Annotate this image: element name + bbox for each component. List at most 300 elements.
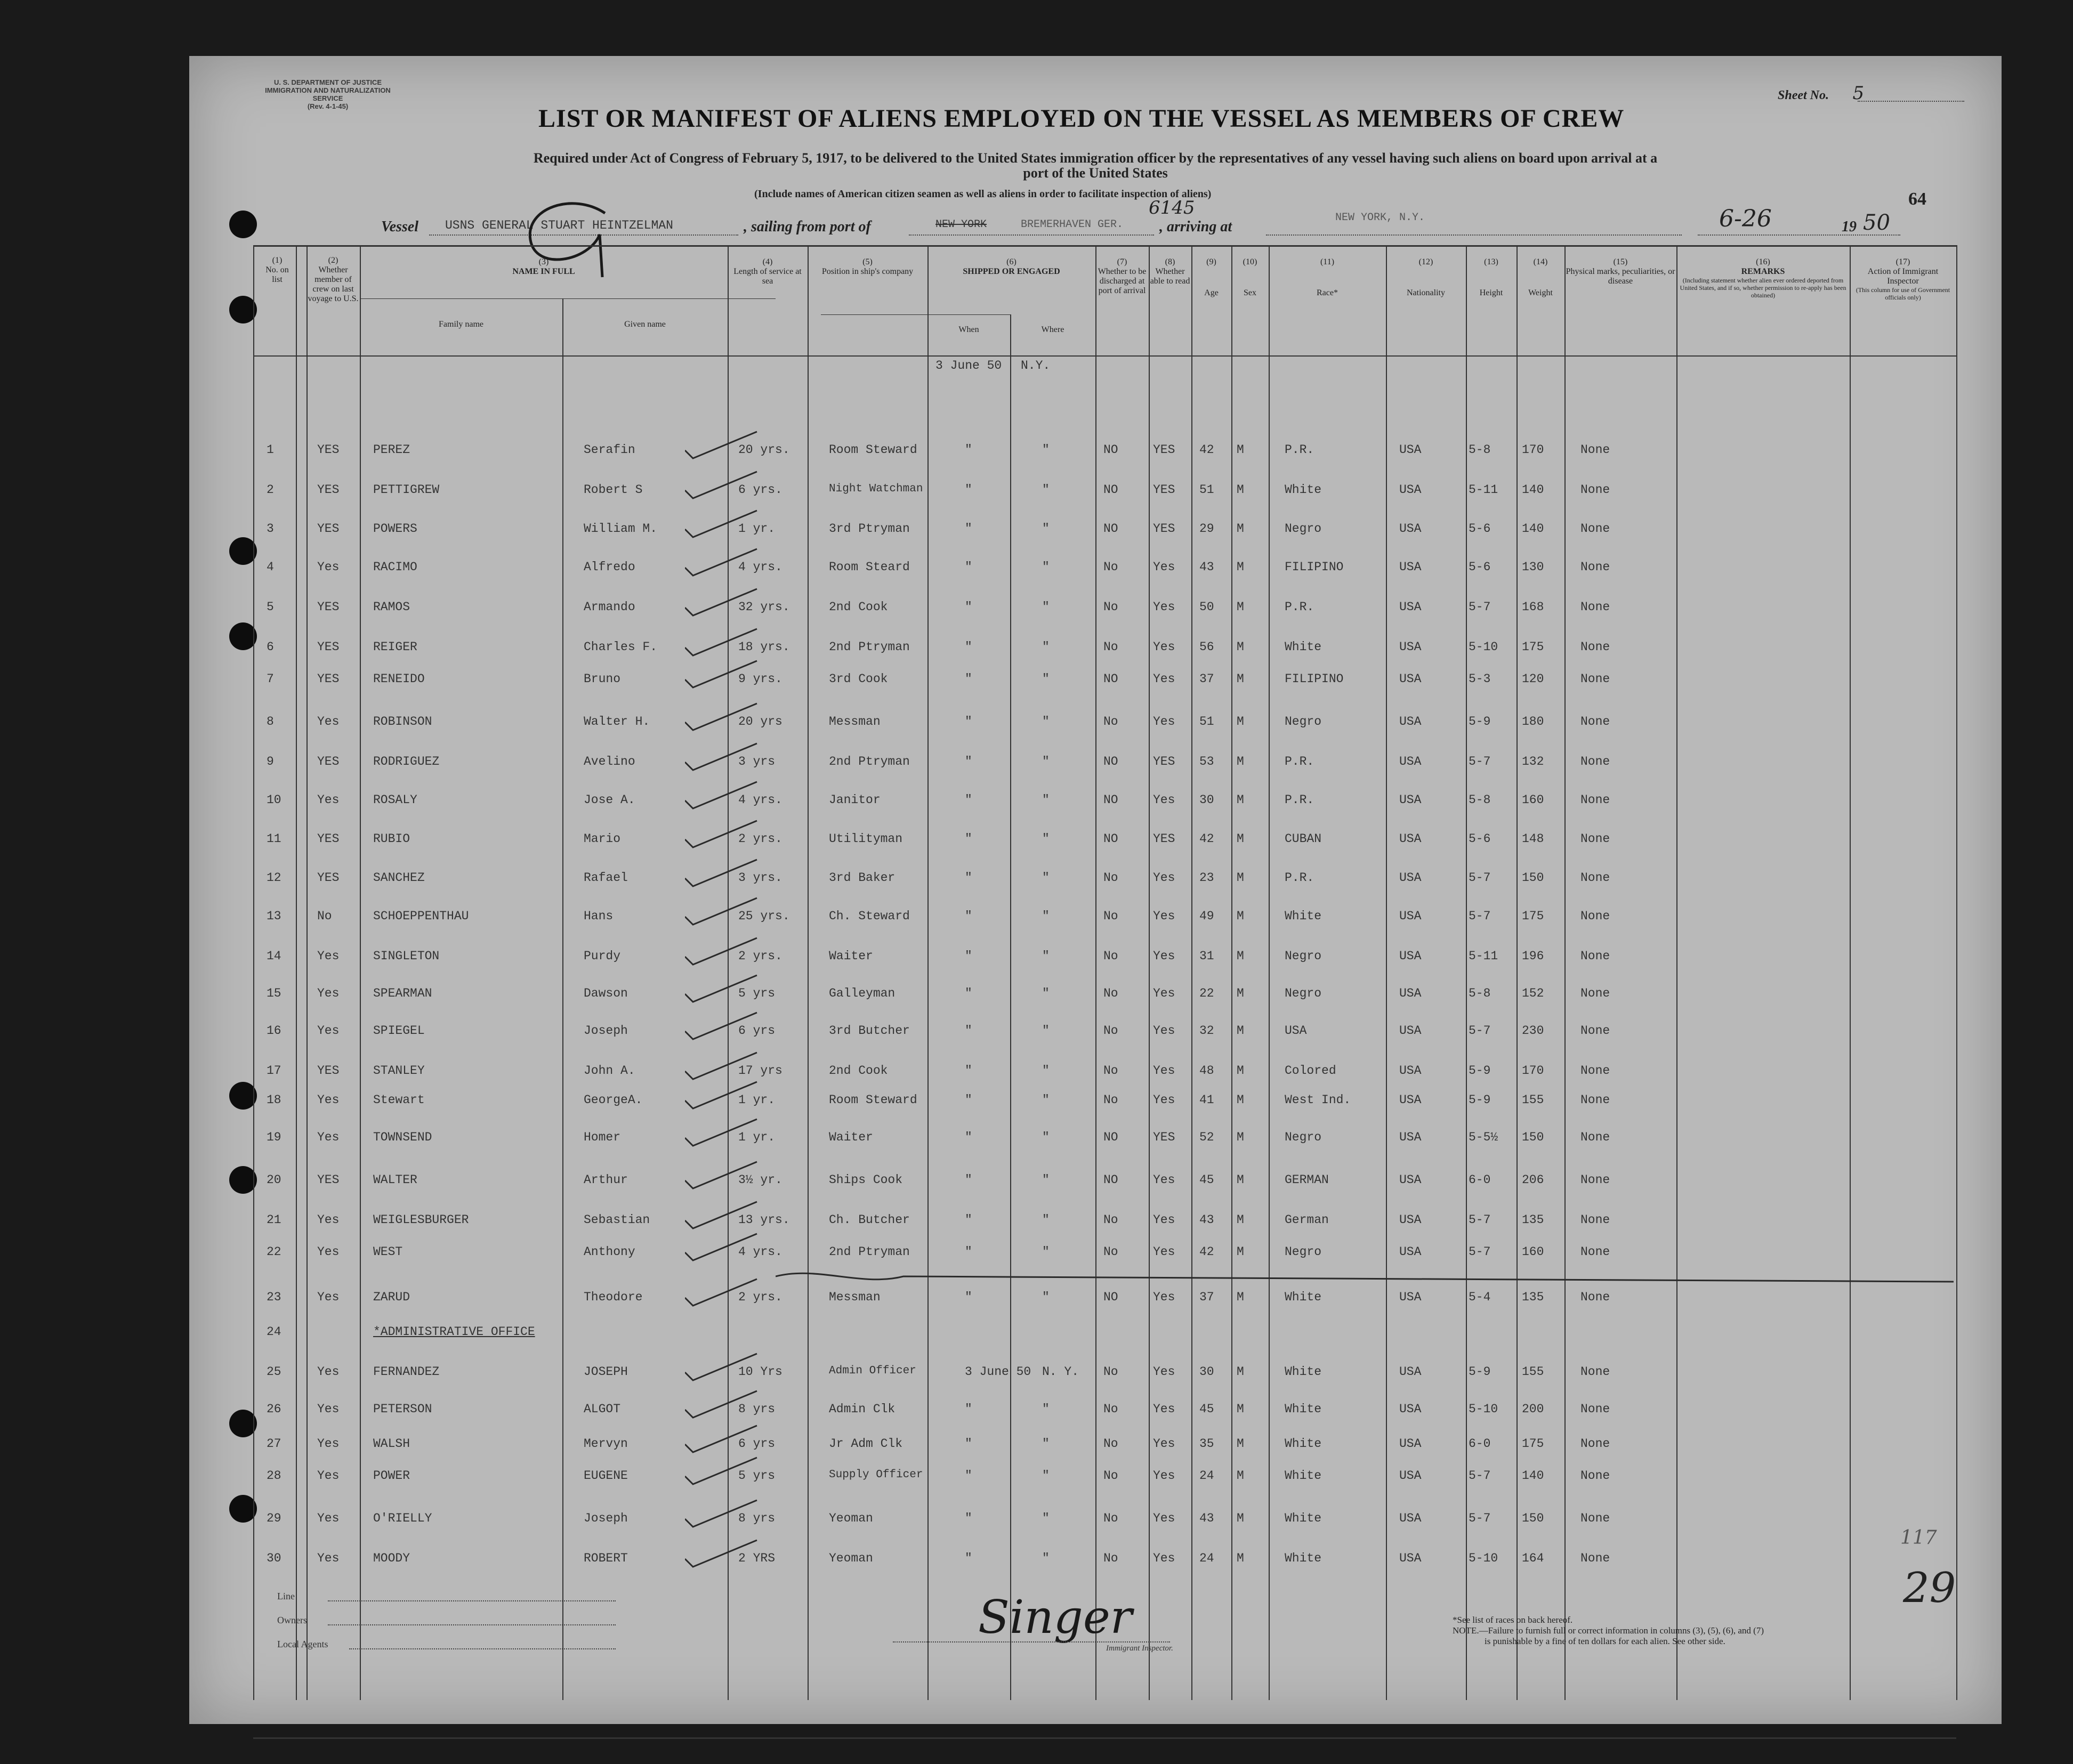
cell-shipped-where: ": [1042, 1064, 1050, 1078]
cell-family-name: ROSALY: [373, 793, 417, 807]
cell-row-number: 3: [267, 522, 274, 536]
col-header-position: (5) Position in ship's company: [821, 257, 914, 276]
cell-last-voyage: Yes: [317, 1245, 340, 1259]
cell-row-number: 20: [267, 1173, 281, 1187]
check-mark: [685, 857, 760, 889]
cell-shipped-where: ": [1042, 909, 1050, 923]
cell-position: Ch. Butcher: [829, 1213, 910, 1227]
cell-last-voyage: YES: [317, 483, 340, 497]
cell-position: Ships Cook: [829, 1173, 903, 1187]
cell-nationality: USA: [1399, 483, 1422, 497]
cell-weight: 135: [1522, 1290, 1544, 1304]
cell-physical-marks: None: [1580, 832, 1610, 846]
col-header-inspector: (17) Action of Immigrant Inspector (This column for use of Government officials only): [1856, 257, 1950, 301]
cell-given-name: Avelino: [584, 755, 635, 768]
col-header-sex: (10) Sex: [1243, 257, 1257, 297]
cell-position: 2nd Cook: [829, 1064, 888, 1078]
cell-able-to-read: Yes: [1153, 1469, 1175, 1483]
cell-race: Colored: [1285, 1064, 1336, 1078]
cell-nationality: USA: [1399, 793, 1422, 807]
cell-shipped-where: ": [1042, 1130, 1050, 1144]
cell-position: Yeoman: [829, 1551, 873, 1565]
shipped-where-header: N.Y.: [1021, 359, 1051, 373]
cell-sex: M: [1237, 1173, 1244, 1187]
cell-weight: 206: [1522, 1173, 1544, 1187]
cell-age: 43: [1199, 1511, 1214, 1525]
cell-sex: M: [1237, 1365, 1244, 1379]
cell-weight: 175: [1522, 1437, 1544, 1451]
cell-row-number: 12: [267, 871, 281, 885]
cell-given-name: EUGENE: [584, 1469, 628, 1483]
cell-race: P.R.: [1285, 755, 1314, 768]
cell-discharged: No: [1103, 1093, 1118, 1107]
cell-shipped-where: ": [1042, 1469, 1050, 1483]
cell-shipped-where: ": [1042, 443, 1050, 457]
cell-shipped-when: ": [965, 483, 972, 497]
cell-last-voyage: Yes: [317, 1511, 340, 1525]
cell-given-name: Mario: [584, 832, 621, 846]
cell-shipped-when: ": [965, 755, 972, 768]
cell-age: 37: [1199, 672, 1214, 686]
cell-physical-marks: None: [1580, 600, 1610, 614]
cell-race: White: [1285, 1402, 1322, 1416]
cell-weight: 140: [1522, 522, 1544, 536]
cell-age: 23: [1199, 871, 1214, 885]
cell-age: 50: [1199, 600, 1214, 614]
cell-given-name: Theodore: [584, 1290, 643, 1304]
cell-row-number: 5: [267, 600, 274, 614]
cell-row-number: 6: [267, 640, 274, 654]
col-header-name: (3) NAME IN FULL: [512, 257, 575, 276]
cell-position: Yeoman: [829, 1511, 873, 1525]
cell-discharged: No: [1103, 1469, 1118, 1483]
cell-able-to-read: Yes: [1153, 793, 1175, 807]
cell-shipped-where: ": [1042, 1551, 1050, 1565]
cell-physical-marks: None: [1580, 1093, 1610, 1107]
cell-able-to-read: Yes: [1153, 871, 1175, 885]
cell-weight: 170: [1522, 443, 1544, 457]
cell-race: White: [1285, 1469, 1322, 1483]
cell-given-name: Jose A.: [584, 793, 635, 807]
cell-age: 53: [1199, 755, 1214, 768]
cell-position: Utilityman: [829, 832, 903, 846]
cell-discharged: No: [1103, 1511, 1118, 1525]
cell-shipped-where: ": [1042, 483, 1050, 497]
cell-age: 43: [1199, 560, 1214, 574]
cell-sex: M: [1237, 909, 1244, 923]
cell-service-length: 6 yrs: [738, 1437, 776, 1451]
cell-height: 5-5½: [1469, 1130, 1498, 1144]
cell-height: 5-9: [1469, 1064, 1491, 1078]
cell-physical-marks: None: [1580, 483, 1610, 497]
cell-weight: 140: [1522, 1469, 1544, 1483]
cell-family-name: SANCHEZ: [373, 871, 425, 885]
cell-discharged: NO: [1103, 793, 1118, 807]
cell-service-length: 4 yrs.: [738, 560, 783, 574]
cell-service-length: 6 yrs.: [738, 483, 783, 497]
cell-position: Admin Officer: [829, 1365, 916, 1377]
cell-sex: M: [1237, 1024, 1244, 1038]
cell-sex: M: [1237, 1511, 1244, 1525]
cell-position: Supply Officer: [829, 1469, 923, 1481]
cell-last-voyage: Yes: [317, 1437, 340, 1451]
cell-shipped-when: ": [965, 1511, 972, 1525]
cell-family-name: *ADMINISTRATIVE OFFICE: [373, 1325, 535, 1339]
cell-sex: M: [1237, 832, 1244, 846]
cell-race: White: [1285, 1437, 1322, 1451]
cell-given-name: Joseph: [584, 1024, 628, 1038]
check-mark: [685, 658, 760, 690]
cell-service-length: 3 yrs: [738, 755, 776, 768]
cell-discharged: No: [1103, 1402, 1118, 1416]
cell-shipped-where: N. Y.: [1042, 1365, 1079, 1379]
cell-position: Waiter: [829, 949, 873, 963]
cell-age: 42: [1199, 832, 1214, 846]
cell-race: White: [1285, 1511, 1322, 1525]
cell-shipped-where: ": [1042, 1024, 1050, 1038]
cell-shipped-where: ": [1042, 986, 1050, 1000]
cell-physical-marks: None: [1580, 986, 1610, 1000]
cell-service-length: 2 yrs.: [738, 1290, 783, 1304]
check-mark: [685, 1159, 760, 1191]
cell-race: P.R.: [1285, 871, 1314, 885]
cell-age: 37: [1199, 1290, 1214, 1304]
arrival-date: 6-26: [1719, 205, 1772, 232]
cell-service-length: 3½ yr.: [738, 1173, 783, 1187]
cell-family-name: POWERS: [373, 522, 417, 536]
cell-race: Negro: [1285, 522, 1322, 536]
cell-race: FILIPINO: [1285, 560, 1344, 574]
cell-discharged: NO: [1103, 1290, 1118, 1304]
inspector-signature: Singer: [978, 1591, 1132, 1644]
inspector-label: Immigrant Inspector.: [1106, 1644, 1173, 1653]
cell-race: German: [1285, 1213, 1329, 1227]
cell-given-name: Rafael: [584, 871, 628, 885]
cell-row-number: 15: [267, 986, 281, 1000]
required-line: Required under Act of Congress of February 5, 1917, to be delivered to the United States immigration officer by the representatives of any vessel having such aliens on board upon arrival at a: [533, 150, 1658, 166]
cell-race: White: [1285, 483, 1322, 497]
cell-last-voyage: YES: [317, 600, 340, 614]
cell-shipped-where: ": [1042, 1402, 1050, 1416]
cell-family-name: POWER: [373, 1469, 410, 1483]
col-header-physical-marks: (15) Physical marks, peculiarities, or disease: [1566, 257, 1675, 286]
cell-shipped-when: ": [965, 909, 972, 923]
cell-last-voyage: Yes: [317, 1402, 340, 1416]
cell-last-voyage: Yes: [317, 986, 340, 1000]
cell-family-name: WALSH: [373, 1437, 410, 1451]
cell-shipped-when: ": [965, 1213, 972, 1227]
cell-last-voyage: YES: [317, 755, 340, 768]
cell-last-voyage: Yes: [317, 793, 340, 807]
cell-physical-marks: None: [1580, 560, 1610, 574]
cell-able-to-read: YES: [1153, 443, 1175, 457]
cell-nationality: USA: [1399, 909, 1422, 923]
cell-age: 22: [1199, 986, 1214, 1000]
cell-position: 3rd Cook: [829, 672, 888, 686]
cell-nationality: USA: [1399, 1469, 1422, 1483]
cell-physical-marks: None: [1580, 715, 1610, 729]
cell-able-to-read: Yes: [1153, 1437, 1175, 1451]
cell-sex: M: [1237, 793, 1244, 807]
cell-age: 32: [1199, 1024, 1214, 1038]
cell-last-voyage: YES: [317, 640, 340, 654]
cell-row-number: 4: [267, 560, 274, 574]
cell-height: 5-7: [1469, 755, 1491, 768]
year-prefix: 19: [1842, 219, 1857, 235]
cell-race: GERMAN: [1285, 1173, 1329, 1187]
cell-shipped-where: ": [1042, 560, 1050, 574]
punch-hole: [229, 211, 257, 238]
cell-race: P.R.: [1285, 443, 1314, 457]
agency-line: (Rev. 4-1-45): [307, 102, 349, 110]
cell-race: Negro: [1285, 1130, 1322, 1144]
cell-age: 30: [1199, 793, 1214, 807]
cell-discharged: No: [1103, 949, 1118, 963]
sheet-label: Sheet No.: [1778, 88, 1829, 102]
cell-shipped-when: ": [965, 715, 972, 729]
cell-height: 5-11: [1469, 483, 1498, 497]
cell-last-voyage: YES: [317, 832, 340, 846]
cell-shipped-when: ": [965, 1245, 972, 1259]
cell-position: Ch. Steward: [829, 909, 910, 923]
footer-note: [1453, 1615, 1986, 1647]
cell-weight: 200: [1522, 1402, 1544, 1416]
cell-service-length: 6 yrs: [738, 1024, 776, 1038]
cell-shipped-where: ": [1042, 600, 1050, 614]
cell-last-voyage: Yes: [317, 1213, 340, 1227]
cell-family-name: MOODY: [373, 1551, 410, 1565]
cell-row-number: 10: [267, 793, 281, 807]
col-header-service: (4) Length of service at sea: [733, 257, 802, 286]
cell-sex: M: [1237, 1469, 1244, 1483]
cell-age: 48: [1199, 1064, 1214, 1078]
cell-family-name: TOWNSEND: [373, 1130, 432, 1144]
cell-age: 43: [1199, 1213, 1214, 1227]
cell-nationality: USA: [1399, 443, 1422, 457]
cell-service-length: 20 yrs.: [738, 443, 790, 457]
cell-able-to-read: Yes: [1153, 1173, 1175, 1187]
cell-family-name: RODRIGUEZ: [373, 755, 440, 768]
cell-given-name: Armando: [584, 600, 635, 614]
cell-physical-marks: None: [1580, 1402, 1610, 1416]
cell-age: 24: [1199, 1469, 1214, 1483]
cell-row-number: 28: [267, 1469, 281, 1483]
cell-service-length: 25 yrs.: [738, 909, 790, 923]
cell-family-name: WALTER: [373, 1173, 417, 1187]
cell-nationality: USA: [1399, 755, 1422, 768]
cell-height: 5-4: [1469, 1290, 1491, 1304]
cell-physical-marks: None: [1580, 909, 1610, 923]
cell-shipped-where: ": [1042, 1173, 1050, 1187]
check-mark: [685, 741, 760, 773]
cell-family-name: PETERSON: [373, 1402, 432, 1416]
cell-last-voyage: YES: [317, 522, 340, 536]
col-header-family-name: Family name: [439, 320, 483, 329]
cell-discharged: No: [1103, 871, 1118, 885]
cell-family-name: PEREZ: [373, 443, 410, 457]
cell-shipped-when: ": [965, 1064, 972, 1078]
cell-nationality: USA: [1399, 1365, 1422, 1379]
cell-shipped-when: ": [965, 871, 972, 885]
manifest-sheet: [189, 56, 2002, 1724]
cell-height: 5-7: [1469, 1469, 1491, 1483]
cell-physical-marks: None: [1580, 522, 1610, 536]
cell-sex: M: [1237, 483, 1244, 497]
cell-age: 29: [1199, 522, 1214, 536]
cell-position: 3rd Baker: [829, 871, 896, 885]
cell-given-name: Dawson: [584, 986, 628, 1000]
cell-nationality: USA: [1399, 1245, 1422, 1259]
cell-able-to-read: Yes: [1153, 1511, 1175, 1525]
cell-sex: M: [1237, 1064, 1244, 1078]
cell-given-name: William M.: [584, 522, 658, 536]
cell-service-length: 17 yrs: [738, 1064, 783, 1078]
cell-discharged: NO: [1103, 522, 1118, 536]
col-header-when: When: [958, 325, 979, 334]
cell-position: Room Steward: [829, 1093, 917, 1107]
col-header-age: (9) Age: [1204, 257, 1219, 297]
cell-weight: 152: [1522, 986, 1544, 1000]
cell-nationality: USA: [1399, 986, 1422, 1000]
line-label: Line: [277, 1591, 295, 1601]
cell-shipped-where: ": [1042, 871, 1050, 885]
cell-discharged: No: [1103, 1437, 1118, 1451]
cell-position: 2nd Ptryman: [829, 640, 910, 654]
cell-given-name: ROBERT: [584, 1551, 628, 1565]
cell-physical-marks: None: [1580, 871, 1610, 885]
cell-shipped-when: ": [965, 1130, 972, 1144]
cell-shipped-when: 3 June 50: [965, 1365, 1031, 1379]
cell-position: Admin Clk: [829, 1402, 896, 1416]
cell-shipped-when: ": [965, 986, 972, 1000]
cell-weight: 155: [1522, 1365, 1544, 1379]
cell-nationality: USA: [1399, 1437, 1422, 1451]
cell-sex: M: [1237, 986, 1244, 1000]
cell-physical-marks: None: [1580, 1245, 1610, 1259]
cell-nationality: USA: [1399, 1173, 1422, 1187]
cell-shipped-when: ": [965, 1551, 972, 1565]
cell-physical-marks: None: [1580, 1064, 1610, 1078]
cell-shipped-where: ": [1042, 1290, 1050, 1304]
cell-sex: M: [1237, 640, 1244, 654]
col-header-no: (1) No. on list: [265, 256, 289, 284]
cell-weight: 135: [1522, 1213, 1544, 1227]
cell-physical-marks: None: [1580, 1290, 1610, 1304]
cell-shipped-when: ": [965, 832, 972, 846]
cell-last-voyage: Yes: [317, 1130, 340, 1144]
cell-able-to-read: Yes: [1153, 715, 1175, 729]
cell-discharged: No: [1103, 715, 1118, 729]
cell-able-to-read: Yes: [1153, 949, 1175, 963]
cell-height: 5-10: [1469, 1402, 1498, 1416]
cell-nationality: USA: [1399, 1093, 1422, 1107]
cell-shipped-where: ": [1042, 522, 1050, 536]
cell-row-number: 2: [267, 483, 274, 497]
cell-height: 5-8: [1469, 793, 1491, 807]
cell-nationality: USA: [1399, 600, 1422, 614]
cell-able-to-read: Yes: [1153, 600, 1175, 614]
cell-height: 5-9: [1469, 715, 1491, 729]
check-mark: [685, 1388, 760, 1420]
cell-height: 5-6: [1469, 522, 1491, 536]
cell-position: Waiter: [829, 1130, 873, 1144]
cell-weight: 175: [1522, 640, 1544, 654]
cell-able-to-read: YES: [1153, 755, 1175, 768]
cell-service-length: 1 yr.: [738, 1093, 776, 1107]
cell-shipped-when: ": [965, 600, 972, 614]
cell-position: 3rd Ptryman: [829, 522, 910, 536]
col-header-given-name: Given name: [624, 320, 666, 329]
cell-age: 51: [1199, 715, 1214, 729]
cell-given-name: JOSEPH: [584, 1365, 628, 1379]
cell-discharged: No: [1103, 909, 1118, 923]
cell-weight: 140: [1522, 483, 1544, 497]
cell-shipped-when: ": [965, 949, 972, 963]
cell-able-to-read: Yes: [1153, 1024, 1175, 1038]
cell-height: 5-10: [1469, 640, 1498, 654]
cell-position: Janitor: [829, 793, 881, 807]
cell-height: 5-7: [1469, 871, 1491, 885]
check-mark: [685, 1010, 760, 1042]
cell-shipped-when: ": [965, 672, 972, 686]
cell-last-voyage: Yes: [317, 1024, 340, 1038]
cell-able-to-read: Yes: [1153, 1093, 1175, 1107]
cell-physical-marks: None: [1580, 1469, 1610, 1483]
cell-age: 45: [1199, 1173, 1214, 1187]
cell-height: 6-0: [1469, 1173, 1491, 1187]
cell-family-name: Stewart: [373, 1093, 425, 1107]
cell-able-to-read: Yes: [1153, 1402, 1175, 1416]
cell-service-length: 2 YRS: [738, 1551, 776, 1565]
cell-discharged: No: [1103, 600, 1118, 614]
cell-row-number: 18: [267, 1093, 281, 1107]
cell-discharged: NO: [1103, 1130, 1118, 1144]
cell-able-to-read: Yes: [1153, 1551, 1175, 1565]
cell-physical-marks: None: [1580, 1024, 1610, 1038]
cell-height: 6-0: [1469, 1437, 1491, 1451]
cell-position: Night Watchman: [829, 483, 923, 495]
cell-able-to-read: Yes: [1153, 1290, 1175, 1304]
cell-height: 5-7: [1469, 909, 1491, 923]
cell-weight: 150: [1522, 1511, 1544, 1525]
cell-given-name: Homer: [584, 1130, 621, 1144]
cell-age: 41: [1199, 1093, 1214, 1107]
cell-given-name: Anthony: [584, 1245, 635, 1259]
cell-able-to-read: Yes: [1153, 1245, 1175, 1259]
cell-race: P.R.: [1285, 793, 1314, 807]
cell-discharged: NO: [1103, 1173, 1118, 1187]
races-note: *See list of races on back hereof.: [1453, 1615, 1573, 1625]
check-mark: [685, 508, 760, 540]
cell-shipped-when: ": [965, 560, 972, 574]
cell-row-number: 16: [267, 1024, 281, 1038]
ref-number: 6145: [1149, 197, 1195, 219]
cell-height: 5-8: [1469, 986, 1491, 1000]
check-mark: [685, 1199, 760, 1231]
local-agents-label: Local Agents: [277, 1639, 328, 1649]
cell-row-number: 27: [267, 1437, 281, 1451]
arriving-label: , arriving at: [1159, 219, 1232, 235]
cell-shipped-where: ": [1042, 1511, 1050, 1525]
cell-row-number: 30: [267, 1551, 281, 1565]
cell-race: White: [1285, 1365, 1322, 1379]
col-header-last-voyage: (2) Whether member of crew on last voyage to U.S.: [308, 256, 359, 303]
cell-sex: M: [1237, 1402, 1244, 1416]
cell-row-number: 25: [267, 1365, 281, 1379]
cell-family-name: RAMOS: [373, 600, 410, 614]
cell-service-length: 18 yrs.: [738, 640, 790, 654]
check-mark: [685, 701, 760, 733]
